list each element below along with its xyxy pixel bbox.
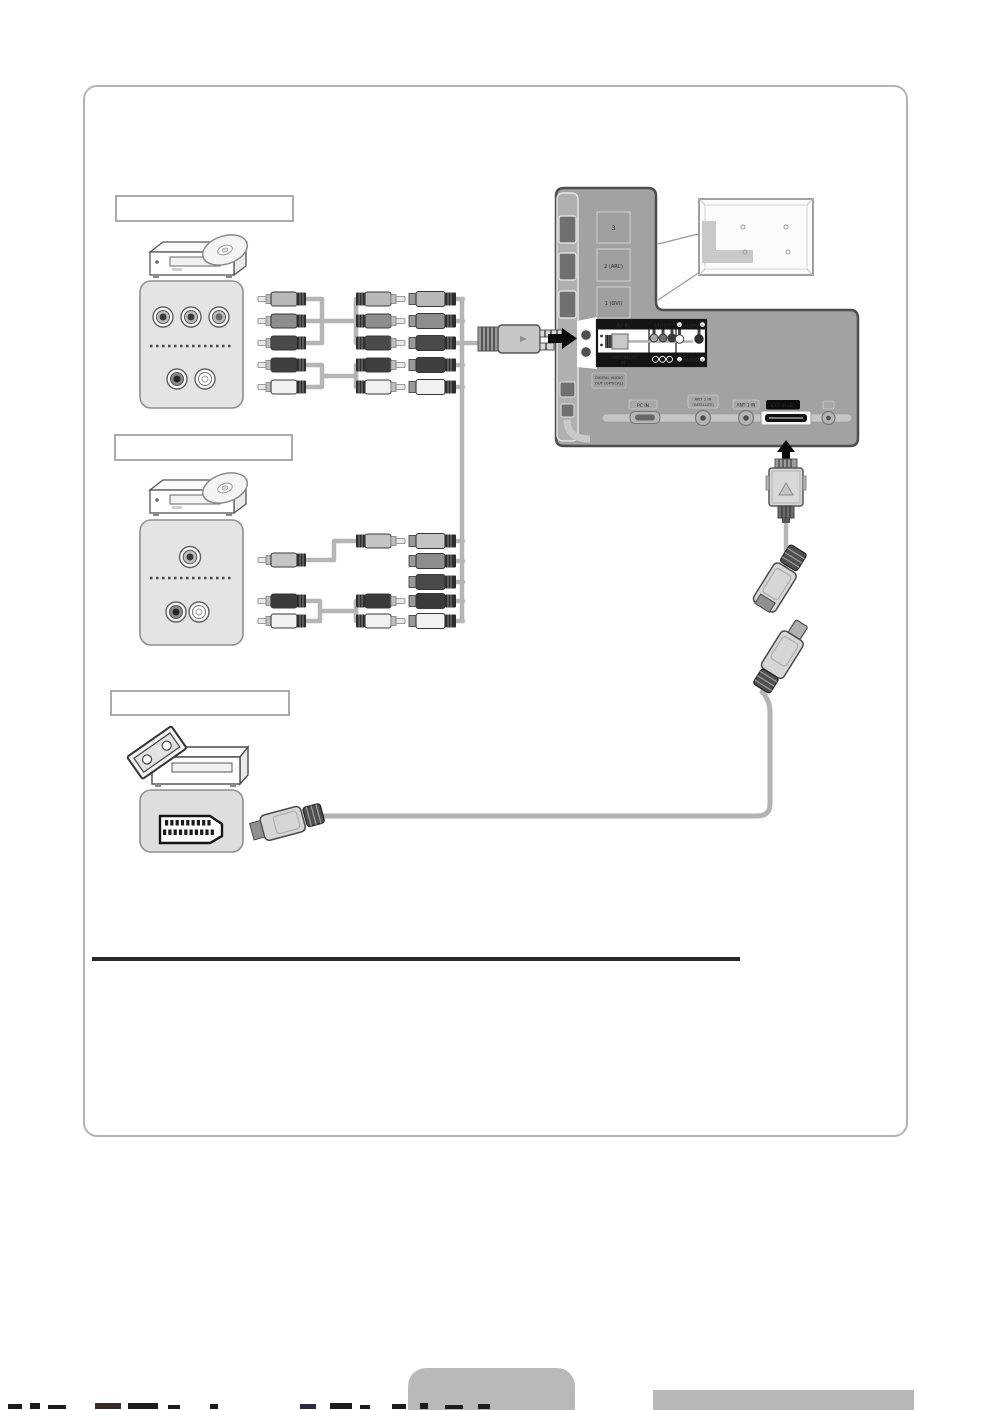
- rca-plug-male: [356, 594, 405, 608]
- rca-plug-male: [258, 614, 306, 628]
- mini-tv-rear-diagram: [658, 199, 813, 300]
- callout-line: [658, 233, 702, 244]
- audio-jack-right: [189, 602, 209, 622]
- rca-jack-female: [409, 614, 456, 629]
- video-jack: [180, 547, 201, 568]
- rca-plug-male: [258, 553, 306, 567]
- hdmi-label-3: 3: [611, 225, 616, 232]
- audio-bottom-l-label: L: [678, 357, 681, 362]
- rca-jack-female: [409, 358, 456, 373]
- rca-plug-male: [356, 314, 405, 328]
- audio-bottom-label: AUDIO: [683, 358, 699, 364]
- jack-pr-label: PR: [667, 357, 672, 362]
- rca-jack-female: [409, 380, 456, 395]
- component-jack-pb: [181, 307, 201, 327]
- clipped-gray-block: [653, 1390, 914, 1410]
- hdmi-port-2: [559, 253, 576, 280]
- digital-audio-out-label: [592, 373, 626, 388]
- zoom-wedge: [577, 317, 597, 369]
- rca-plug-male: [258, 314, 306, 328]
- rca-plug-male: [356, 358, 405, 372]
- rca-plug-male: [258, 292, 306, 306]
- rca-plug-male: [356, 292, 405, 306]
- av-component-callout: [597, 320, 706, 366]
- rca-plug-male: [356, 380, 405, 394]
- rca-jack-female: [409, 534, 456, 549]
- digital-audio-line2: OUT (OPTICAL): [594, 380, 624, 386]
- rca-jack-female: [409, 336, 456, 351]
- rca-plug-male: [258, 336, 306, 350]
- audio-l-label: L: [678, 323, 681, 328]
- hdmi-label-1: 1 (DVI): [604, 301, 623, 307]
- jack-y-label: Y: [654, 357, 657, 362]
- rca-plug-male: [258, 358, 306, 372]
- audio-jack-left: [166, 602, 186, 622]
- av-in-socket: [581, 330, 592, 341]
- video-label: VIDEO: [654, 323, 671, 330]
- component-label-1: COMPONENT: [608, 355, 638, 361]
- rca-jack-female: [409, 575, 456, 590]
- scart-adapter-dongle: [766, 459, 806, 523]
- audio-jack-left: [167, 369, 187, 389]
- component-label-2: IN: [620, 361, 626, 367]
- audio-label: AUDIO: [683, 324, 699, 330]
- section-divider: [92, 957, 740, 961]
- ant2-label-line2: (SATELLITE): [692, 403, 714, 407]
- ext-rgb-label: EXT (RGB): [771, 404, 795, 409]
- av-in-label: AV IN: [616, 323, 630, 330]
- scart-adapter-female: [751, 542, 810, 614]
- hdmi-label-2: 2 (ARC): [604, 264, 623, 270]
- ant2-label-line1: ANT 2 IN: [694, 396, 712, 402]
- component-jack-pr: [209, 307, 229, 327]
- page-number-tab: [408, 1368, 575, 1410]
- digital-audio-line1: DIGITAL AUDIO: [594, 375, 624, 380]
- audio-bottom-r-label: R: [701, 357, 704, 362]
- composite-jack-panel: [140, 520, 243, 645]
- pc-in-label: PC IN: [636, 403, 650, 409]
- audio-r-label: R: [701, 323, 704, 328]
- jack-pb-label: PB: [660, 357, 665, 362]
- scart-cable: [316, 692, 770, 816]
- rca-jack-female: [409, 292, 456, 307]
- rca-plug-male: [258, 594, 306, 608]
- hdmi-label-cells: [597, 212, 630, 318]
- rca-jack-female: [409, 314, 456, 329]
- hdmi-port-3: [559, 216, 576, 243]
- scart-socket-panel: [140, 790, 243, 852]
- scart-plug-male: [750, 616, 813, 695]
- component-jack-y: [153, 307, 173, 327]
- rca-plug-male: [356, 336, 405, 350]
- component-jack-panel: [140, 281, 243, 408]
- rca-plug-male: [356, 614, 405, 628]
- vcr-player: [127, 726, 248, 787]
- side-small-port: [560, 382, 575, 397]
- scart-plug-source: [248, 800, 325, 844]
- dvd-player: [150, 230, 251, 278]
- rca-plug-layer: [258, 292, 456, 629]
- ant1-label: ANT 1 IN: [736, 403, 756, 409]
- rca-plug-male: [356, 534, 405, 548]
- rca-plug-male: [258, 380, 306, 394]
- rca-jack-female: [409, 554, 456, 569]
- side-small-port: [561, 404, 574, 417]
- hdmi-port-1: [559, 291, 576, 318]
- rca-jack-female: [409, 594, 456, 609]
- audio-jack-right: [195, 369, 215, 389]
- dvd-player: [150, 468, 251, 516]
- callout-mini-plug: [612, 334, 628, 349]
- component-in-socket: [581, 347, 592, 358]
- callout-line: [658, 270, 703, 300]
